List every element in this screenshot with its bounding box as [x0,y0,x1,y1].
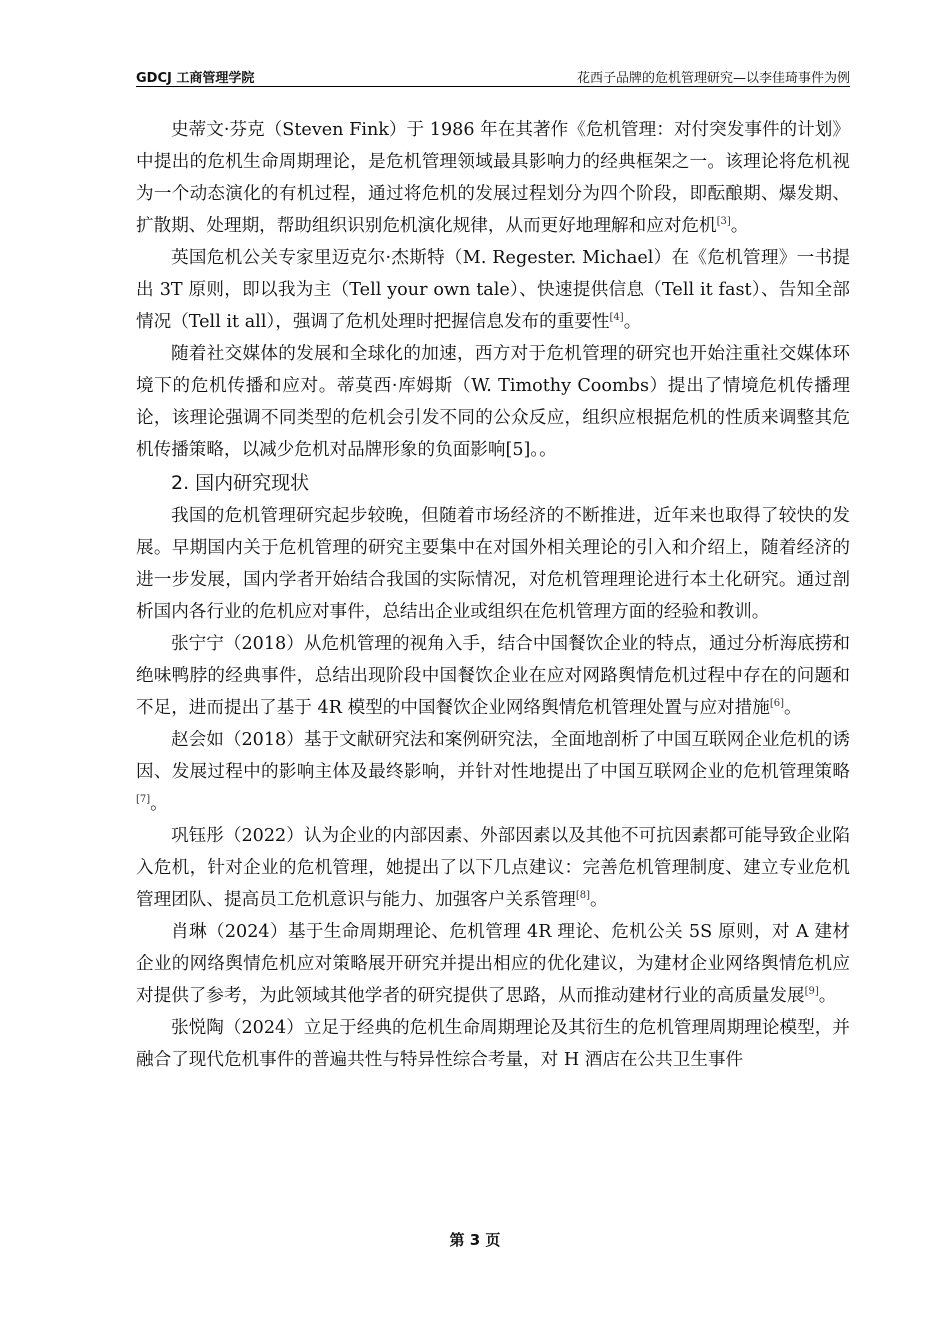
page-header [136,66,850,87]
citation-ref: [4] [609,312,624,324]
page-number: 第 3 页 [449,1231,501,1249]
citation-ref: [8] [575,890,591,902]
header-institution: GDCJ 工商管理学院 [136,71,255,86]
section-heading: 2. 国内研究现状 [171,472,310,494]
paragraph: 肖琳（2024）基于生命周期理论、危机管理 4R 理论、危机公关 5S 原则，对 A 建材企业的网络舆情危机应对策略展开研究并提出相应的优化建议，为建材企业网络舆情危机应对提供了参考，为此领域其他学者的研究提供了思路，从而推动建材行业的高质量发展[9]。 [136,922,850,1006]
paragraph: 史蒂文·芬克（Steven Fink）于 1986 年在其著作《危机管理：对付突发事件的计划》中提出的危机生命周期理论，是危机管理领域最具影响力的经典框架之一。该理论将危机视为一个动态演化的有机过程，通过将危机的发展过程划分为四个阶段，即酝酿期、爆发期、扩散期、处理期，帮助组织识别危机演化规律，从而更好地理解和应对危机[3]。 [136,120,850,236]
paragraph: 张宁宁（2018）从危机管理的视角入手，结合中国餐饮企业的特点，通过分析海底捞和绝味鸭脖的经典事件，总结出现阶段中国餐饮企业在应对网路舆情危机过程中存在的问题和不足，进而提出了基于 4R 模型的中国餐饮企业网络舆情危机管理处置与应对措施[6]。 [136,634,850,718]
paragraph: 随着社交媒体的发展和全球化的加速，西方对于危机管理的研究也开始注重社交媒体环境下的危机传播和应对。蒂莫西·库姆斯（W. Timothy Coombs）提出了情境危机传播理论，该理论强调不同类型的危机会引发不同的公众反应，组织应根据危机的性质来调整其危机传播策略，以减少危机对品牌形象的负面影响[5]。。 [136,344,850,460]
paragraph: 赵会如（2018）基于文献研究法和案例研究法，全面地剖析了中国互联网企业危机的诱因、发展过程中的影响主体及最终影响，并针对性地提出了中国互联网企业的危机管理策略[7]。 [136,730,850,814]
paragraph: 张悦陶（2024）立足于经典的危机生命周期理论及其衍生的危机管理周期理论模型，并融合了现代危机事件的普遍共性与特异性综合考量，对 H 酒店在公共卫生事件 [136,1018,850,1070]
paragraph: 我国的危机管理研究起步较晚，但随着市场经济的不断推进，近年来也取得了较快的发展。早期国内关于危机管理的研究主要集中在对国外相关理论的引入和介绍上，随着经济的进一步发展，国内学者开始结合我国的实际情况，对危机管理理论进行本土化研究。通过剖析国内各行业的危机应对事件，总结出企业或组织在危机管理方面的经验和教训。 [136,506,850,622]
paragraph: 英国危机公关专家里迈克尔·杰斯特（M. Regester. Michael）在《危机管理》一书提出 3T 原则，即以我为主（Tell your own tale）、快速提供信息（Tell it fast）、告知全部情况（Tell it all），强调了危机处理时把握信息发布的重要性[4]。 [136,248,850,332]
citation-ref: [9] [804,986,819,998]
citation-ref: [7] [136,794,151,806]
header-thesis-title: 花西子品牌的危机管理研究—以李佳琦事件为例 [576,71,850,86]
citation-ref: [3] [716,216,731,228]
citation-ref: [6] [769,698,784,710]
paragraph: 巩钰彤（2022）认为企业的内部因素、外部因素以及其他不可抗因素都可能导致企业陷入危机，针对企业的危机管理，她提出了以下几点建议：完善危机管理制度、建立专业危机管理团队、提高员工危机意识与能力、加强客户关系管理[8]。 [136,826,850,910]
body-text [136,114,850,1076]
